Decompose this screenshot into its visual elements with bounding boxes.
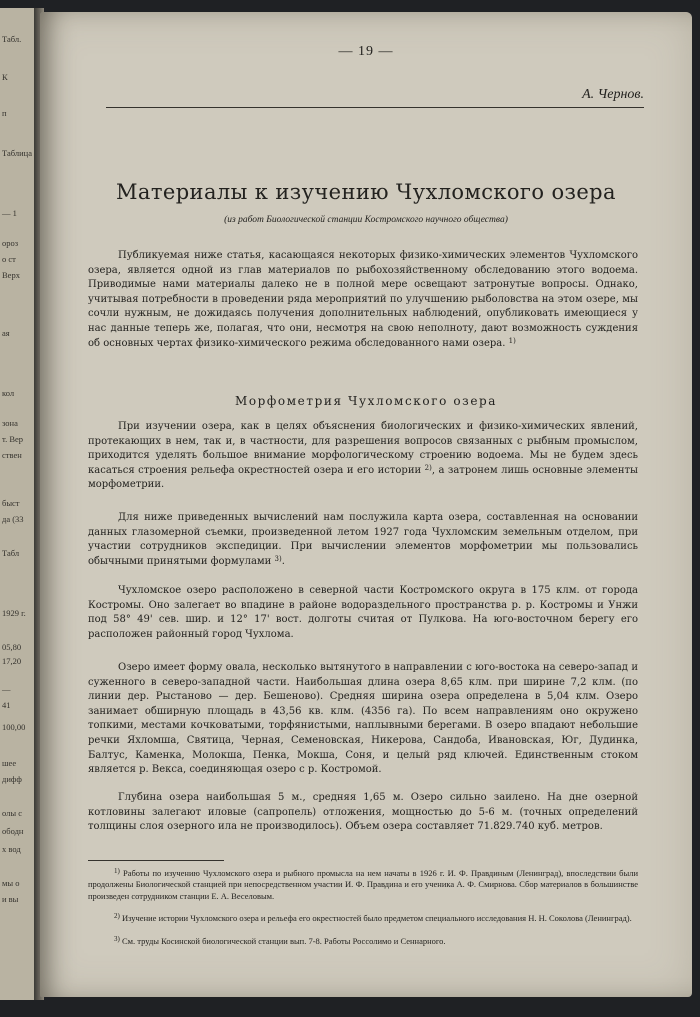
footnote-text: Работы по изучению Чухломского озера и рыбного промысла на нем начаты в 1926 г. И. Ф. Правдиным (Ленинград), впоследствии были продолжены Биологической станцией при непосредственном участии И. Ф. Правдина и его ученика А. Ф. Смирнова. Сбор материалов в большинстве произведен сотрудником станции Е. А. Веселовым. (88, 868, 638, 901)
facing-page-fragment: Табл. (2, 34, 22, 44)
footnote (88, 868, 638, 902)
paragraph-text: Озеро имеет форму овала, несколько вытянутого в направлении с юго-востока на северо-запад и суженного в северо-западной части. Наибольшая длина озера 8,65 клм. при ширине 7,2 клм. (по линии дер. Рыстаново — дер. Бешеново). Средняя ширина озера определена в 5,04 клм. Озеро занимает обширную площадь в 43,56 кв. клм. (4356 га). По всем направлениям оно окружено топкими, местами кочковатыми, торфянистыми, наплывными берегами. В озеро впадают небольшие речки Яхломша, Святица, Черная, Семеновская, Никерова, Сандоба, Ивановская, Юг, Дудинка, Балтус, Каменка, Молокша, Пенка, Мокша, Соня, и целый ряд ключей. Единственным стоком является р. Векса, соединяющая озеро с р. Костромой. (88, 662, 638, 776)
facing-page-fragment: и вы (2, 894, 19, 904)
facing-page-fragment: о ст (2, 254, 16, 264)
facing-page-fragment: да (33 (2, 514, 24, 524)
footnote-rule (88, 860, 224, 861)
facing-page-fragment: — (2, 684, 11, 694)
facing-page-fragment: дифф (2, 774, 22, 784)
paragraph-text: Чухломское озеро расположено в северной части Костромского округа в 175 клм. от города Костромы. Оно залегает во впадине в районе водораздельного пространства р. р. Костромы и Унжи под 58° 49' сев. шир. и 12° 17' вост. долготы считая от Пулкова. На юго-восточном берегу его расположен районный город Чухлома. (88, 585, 638, 640)
footnote-text: Изучение истории Чухломского озера и рельефа его окрестностей было предметом специального исследования Н. Н. Соколова (Ленинград). (121, 913, 632, 923)
body-paragraph (88, 420, 638, 493)
footnote (88, 936, 638, 947)
facing-page-fragment: Таблица (2, 148, 32, 158)
body-paragraph (88, 584, 638, 642)
facing-page-fragment: 05,80 (2, 642, 22, 652)
paragraph-text-tail: . (281, 555, 285, 567)
facing-page-fragment: 100,00 (2, 722, 26, 732)
facing-page-fragment: К (2, 72, 8, 82)
facing-page-fragment: мы о (2, 878, 20, 888)
facing-page-fragment: ая (2, 328, 10, 338)
section-heading: Морфометрия Чухломского озера (234, 394, 498, 408)
footnote-text: См. труды Косинской биологической станции вып. 7-8. Работы Россолимо и Сеннарного. (121, 936, 446, 946)
facing-page-fragment: Верх (2, 270, 20, 280)
author-name: А. Чернов. (582, 87, 644, 102)
body-paragraph (88, 661, 638, 778)
paragraph-text: Глубина озера наибольшая 5 м., средняя 1,65 м. Озеро сильно заилено. На дне озерной котловины залегают иловые (сапропель) отложения, мощностью до 5-6 м. (точных определений толщины слоя озерного ила не производилось). Объем озера составляет 71.829.740 куб. метров. (88, 792, 638, 833)
header-rule (106, 107, 644, 108)
facing-page-fragment: ороз (2, 238, 19, 248)
facing-page-fragment: ствен (2, 450, 22, 460)
footnote-ref: 1) (508, 336, 516, 345)
facing-page-fragment: 1929 г. (2, 608, 26, 618)
paragraph-text: Публикуемая ниже статья, касающаяся некоторых физико-химических элементов Чухломского озера, является одной из глав материалов по рыбохозяйственному обследованию этого водоема. Приводимые нами материалы далеко не в полной мере освещают затронутые вопросы. Однако, учитывая потребности в проведении ряда мероприятий по улучшению рыболовства на этом озере, мы сочли нужным, не дожидаясь получения дополнительных наблюдений, опубликовать имеющиеся у нас данные теперь же, полагая, что они, несмотря на свою неполноту, дают возможность суждения об основных чертах физико-химического режима обследованного нами озера. (88, 250, 638, 349)
facing-page-fragment: зона (2, 418, 18, 428)
facing-page-fragment: кол (2, 388, 15, 398)
footnote-mark: 3) (114, 935, 120, 943)
footnote-mark: 1) (114, 867, 120, 875)
facing-page-fragment: Табл (2, 548, 20, 558)
facing-page-fragment: шее (2, 758, 17, 768)
article-title: Материалы к изучению Чухломского озера (116, 180, 616, 204)
page-number: — 19 — (338, 44, 394, 59)
facing-page (0, 8, 36, 1000)
article-subtitle: (из работ Биологической станции Костромского научного общества) (224, 215, 508, 225)
footnote (88, 913, 638, 924)
document-page (40, 12, 692, 997)
intro-paragraph (88, 249, 638, 351)
facing-page-fragment: 17,20 (2, 656, 22, 666)
body-paragraph (88, 511, 638, 569)
facing-page-fragment: ободн (2, 826, 24, 836)
facing-page-fragment: быст (2, 498, 20, 508)
footnote-mark: 2) (114, 912, 120, 920)
facing-page-fragment: 41 (2, 700, 11, 710)
footnote-ref: 3) (274, 554, 282, 563)
body-paragraph (88, 791, 638, 835)
paragraph-text: Для ниже приведенных вычислений нам послужила карта озера, составленная на основании данных глазомерной съемки, произведенной летом 1927 года Чухломским земельным отделом, при участии сотрудников экспедиции. При вычислении элементов морфометрии мы пользовались обычными принятыми формулами (88, 512, 638, 567)
facing-page-fragment: олы с (2, 808, 22, 818)
paragraph-text: При изучении озера, как в целях объяснения биологических и физико-химических явлений, протекающих в нем, так и, в частности, для разрешения вопросов связанных с рыбным промыслом, приходится уделять большое внимание морфологическому строению водоема. Мы не будем здесь касаться строения рельефа окрестностей озера и его истории (88, 421, 638, 476)
footnote-ref: 2) (424, 463, 432, 472)
facing-page-fragment: — 1 (2, 208, 17, 218)
paragraph-text-tail: , а затронем лишь основные элементы морфометрии. (88, 464, 638, 491)
facing-page-fragment: т. Вер (2, 434, 24, 444)
facing-page-fragment: п (2, 108, 7, 118)
facing-page-fragment: х вод (2, 844, 21, 854)
